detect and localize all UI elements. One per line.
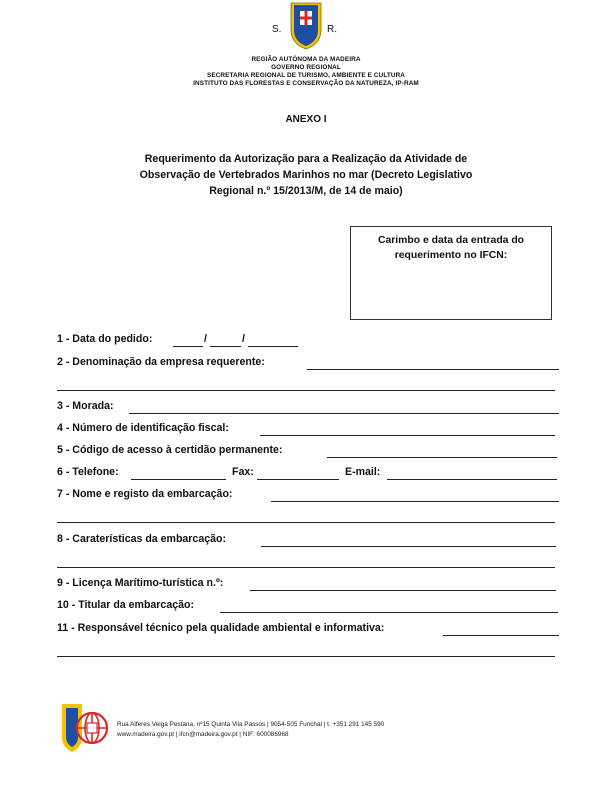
- field-company-name-label: 2 - Denominação da empresa requerente:: [57, 356, 265, 368]
- field-vessel-characteristics-label: 8 - Caraterísticas da embarcação:: [57, 533, 226, 545]
- field-request-date-day-blank[interactable]: [173, 346, 203, 347]
- field-fax-label: Fax:: [232, 466, 254, 478]
- footer-contacts: www.madeira.gov.pt | ifcn@madeira.gov.pt | NIF: 600086968: [117, 731, 289, 738]
- form-title-line-1: Requerimento da Autorização para a Realização da Atividade de: [144, 153, 468, 165]
- field-phone-blank[interactable]: [131, 479, 226, 480]
- field-vessel-characteristics-blank-2[interactable]: [57, 567, 555, 568]
- field-vessel-name-blank[interactable]: [271, 501, 559, 502]
- stamp-box: [350, 226, 552, 320]
- field-vessel-characteristics-blank[interactable]: [261, 546, 556, 547]
- field-tourism-license-label: 9 - Licença Marítimo-turística n.º:: [57, 577, 224, 589]
- field-address-label: 3 - Morada:: [57, 400, 114, 412]
- field-fax-blank[interactable]: [257, 479, 339, 480]
- madeira-shield-icon: [290, 2, 322, 50]
- field-request-date-sep-2: /: [242, 333, 245, 345]
- header-line-institute: INSTITUTO DAS FLORESTAS E CONSERVAÇÃO DA NATUREZA, IP-RAM: [193, 80, 419, 87]
- field-request-date-year-blank[interactable]: [248, 346, 298, 347]
- field-technical-manager-label: 11 - Responsável técnico pela qualidade ambiental e informativa:: [57, 622, 385, 634]
- form-title: [0, 151, 612, 199]
- region-crest: [272, 2, 340, 52]
- crest-letter-right: R.: [327, 24, 337, 35]
- field-email-blank[interactable]: [387, 479, 557, 480]
- field-vessel-owner-blank[interactable]: [220, 612, 558, 613]
- field-email-label: E-mail:: [345, 466, 381, 478]
- stamp-box-line-1: Carimbo e data da entrada do: [377, 235, 525, 246]
- field-tourism-license-blank[interactable]: [250, 590, 556, 591]
- header-line-secretariat: SECRETARIA REGIONAL DE TURISMO, AMBIENTE E CULTURA: [206, 72, 406, 79]
- field-certificate-code-blank[interactable]: [327, 457, 557, 458]
- field-vessel-name-blank-2[interactable]: [57, 522, 555, 523]
- field-company-name-blank[interactable]: [307, 369, 559, 370]
- footer-address: Rua Alferes Veiga Pestana, nº15 Quinta Vila Passos | 9054-505 Funchal | t. +351 291 145 590: [117, 721, 385, 728]
- form-title-line-2: Observação de Vertebrados Marinhos no mar (Decreto Legislativo: [139, 169, 473, 181]
- ifcn-logo-icon: [60, 702, 110, 754]
- field-tax-id-blank[interactable]: [260, 435, 555, 436]
- field-technical-manager-blank[interactable]: [443, 635, 559, 636]
- field-request-date-month-blank[interactable]: [210, 346, 241, 347]
- stamp-box-line-2: requerimento no IFCN:: [394, 250, 508, 261]
- field-tax-id-label: 4 - Número de identificação fiscal:: [57, 422, 229, 434]
- field-vessel-name-label: 7 - Nome e registo da embarcação:: [57, 488, 233, 500]
- header-line-region: REGIÃO AUTÓNOMA DA MADEIRA: [251, 56, 361, 63]
- field-technical-manager-blank-2[interactable]: [57, 656, 555, 657]
- field-certificate-code-label: 5 - Código de acesso à certidão permanente:: [57, 444, 283, 456]
- annex-title: ANEXO I: [285, 114, 327, 125]
- field-request-date-label: 1 - Data do pedido:: [57, 333, 153, 345]
- header-line-government: GOVERNO REGIONAL: [271, 64, 341, 71]
- field-address-blank[interactable]: [129, 413, 559, 414]
- form-title-line-3: Regional n.º 15/2013/M, de 14 de maio): [209, 185, 403, 197]
- field-vessel-owner-label: 10 - Titular da embarcação:: [57, 599, 194, 611]
- crest-letter-left: S.: [272, 24, 282, 35]
- field-request-date-sep-1: /: [204, 333, 207, 345]
- field-phone-label: 6 - Telefone:: [57, 466, 119, 478]
- field-company-name-blank-2[interactable]: [57, 390, 555, 391]
